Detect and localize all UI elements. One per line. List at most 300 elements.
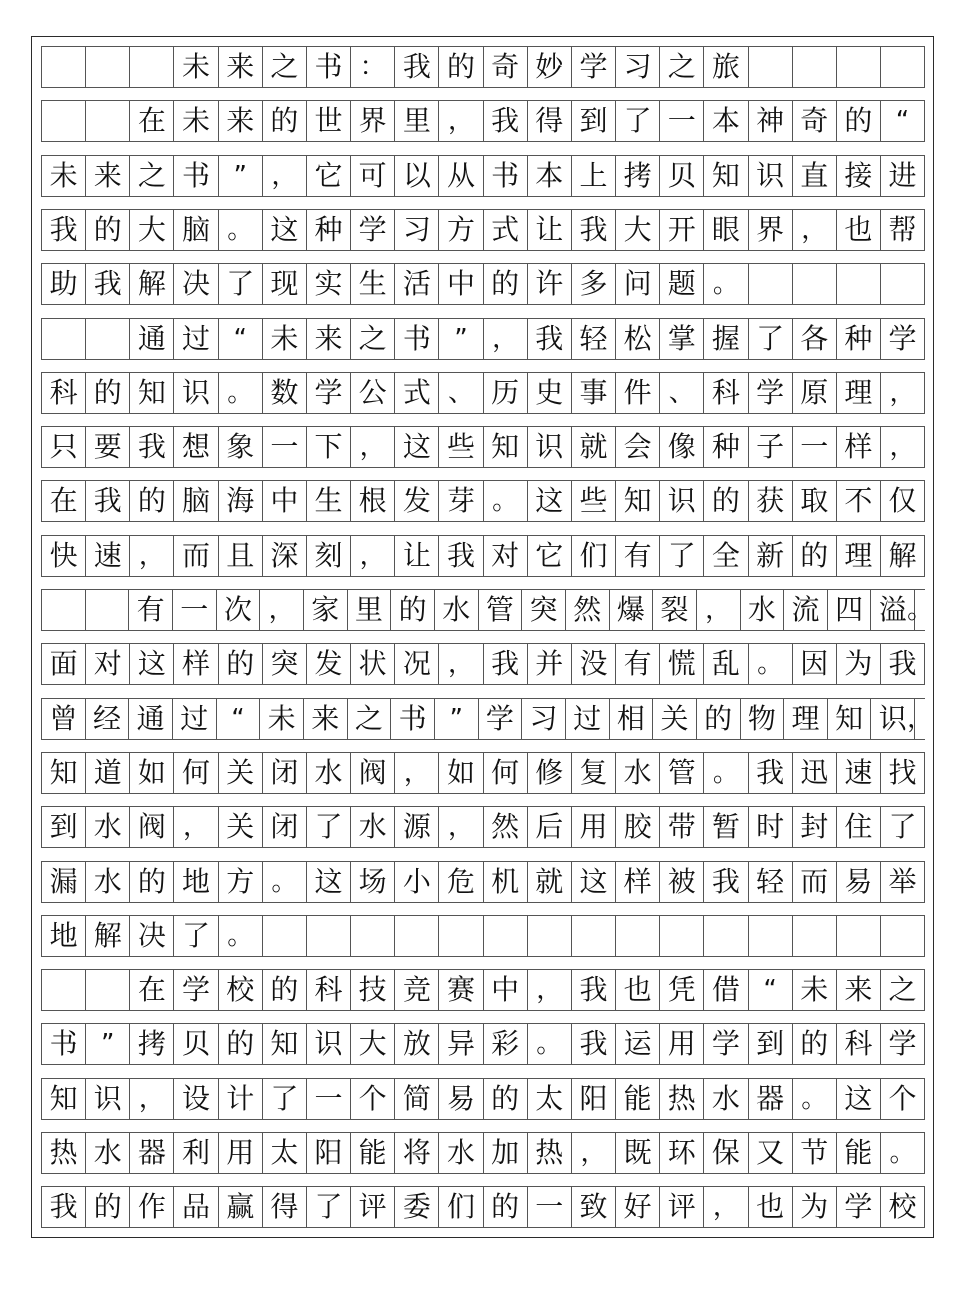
grid-cell: 知 (263, 1024, 307, 1064)
grid-cell (881, 264, 925, 304)
grid-cell (572, 916, 616, 956)
grid-cell: 我 (42, 210, 86, 250)
grid-cell: 的 (704, 481, 748, 521)
grid-cell: 了 (219, 264, 263, 304)
grid-cell: 修 (528, 753, 572, 793)
grid-cell: 的 (130, 481, 174, 521)
grid-cell: 一 (660, 101, 704, 141)
grid-cell: 。 (793, 1079, 837, 1119)
grid-cell: 象 (219, 427, 263, 467)
grid-cell: 下 (307, 427, 351, 467)
grid-cell: 深 (263, 536, 307, 576)
grid-cell: 识 (660, 481, 704, 521)
grid-cell: 的 (391, 590, 435, 630)
grid-cell: 了 (749, 319, 793, 359)
grid-cell: 源 (395, 807, 439, 847)
grid-cell: 危 (439, 862, 483, 902)
grid-cell: 我 (484, 644, 528, 684)
grid-cell: 未 (42, 156, 86, 196)
grid-cell: 只 (42, 427, 86, 467)
grid-cell: 水 (86, 807, 130, 847)
grid-cell: 习 (522, 699, 566, 739)
grid-cell: 了 (881, 807, 925, 847)
grid-cell: 学 (479, 699, 523, 739)
grid-cell: ” (86, 1024, 130, 1064)
grid-cell: 刻 (307, 536, 351, 576)
grid-cell: 这 (528, 481, 572, 521)
grid-cell: 太 (528, 1079, 572, 1119)
grid-cell: 里 (348, 590, 392, 630)
grid-cell: 知 (616, 481, 660, 521)
grid-cell: 慌 (660, 644, 704, 684)
grid-cell: 到 (749, 1024, 793, 1064)
grid-cell: 方 (439, 210, 483, 250)
grid-cell: 技 (351, 970, 395, 1010)
grid-cell: 阳 (307, 1133, 351, 1173)
grid-cell: ， (881, 427, 925, 467)
grid-cell: 曾 (42, 699, 86, 739)
grid-cell: 热 (528, 1133, 572, 1173)
grid-cell: 书 (395, 319, 439, 359)
grid-cell: 水 (307, 753, 351, 793)
grid-cell: 让 (528, 210, 572, 250)
grid-cell: 的 (86, 373, 130, 413)
grid-cell: 了 (616, 101, 660, 141)
grid-cell: 样 (616, 862, 660, 902)
grid-cell: 校 (881, 1187, 925, 1227)
grid-cell: 的 (793, 536, 837, 576)
grid-cell: ， (793, 210, 837, 250)
grid-cell: 阳 (572, 1079, 616, 1119)
grid-cell: 这 (572, 862, 616, 902)
grid-cell: 不 (837, 481, 881, 521)
text-row (41, 100, 925, 142)
grid-cell: ， (572, 1133, 616, 1173)
grid-cell (86, 970, 130, 1010)
grid-cell: 带 (660, 807, 704, 847)
grid-cell: 理 (837, 536, 881, 576)
grid-cell: 就 (528, 862, 572, 902)
grid-cell (395, 916, 439, 956)
grid-cell: 的 (130, 862, 174, 902)
grid-cell: 关 (653, 699, 697, 739)
grid-cell: 以 (395, 156, 439, 196)
grid-cell: 地 (42, 916, 86, 956)
grid-cell: 之 (881, 970, 925, 1010)
grid-cell: 如 (130, 753, 174, 793)
grid-cell: 到 (42, 807, 86, 847)
grid-cell: ， (351, 536, 395, 576)
grid-cell: 妙 (528, 47, 572, 87)
grid-cell: 的 (263, 101, 307, 141)
grid-cell (749, 916, 793, 956)
grid-cell: 我 (881, 644, 925, 684)
text-row (41, 915, 925, 957)
grid-cell: 关 (219, 753, 263, 793)
grid-cell: 有 (616, 536, 660, 576)
grid-cell (528, 916, 572, 956)
grid-cell: 来 (219, 47, 263, 87)
grid-cell: 拷 (616, 156, 660, 196)
grid-cell: 之 (348, 699, 392, 739)
grid-cell: “ (881, 101, 925, 141)
grid-cell: 的 (219, 1024, 263, 1064)
grid-cell: 解 (130, 264, 174, 304)
grid-cell (439, 916, 483, 956)
grid-cell: 时 (749, 807, 793, 847)
grid-cell: 运 (616, 1024, 660, 1064)
grid-cell: 轻 (749, 862, 793, 902)
grid-cell: 设 (174, 1079, 218, 1119)
grid-cell: 状 (351, 644, 395, 684)
grid-cell: 利 (174, 1133, 218, 1173)
grid-cell: 未 (263, 319, 307, 359)
grid-cell: 热 (660, 1079, 704, 1119)
grid-cell: 实 (307, 264, 351, 304)
grid-cell: 学 (174, 970, 218, 1010)
grid-cell: 学 (749, 373, 793, 413)
grid-cell: 仅 (881, 481, 925, 521)
grid-cell: 计 (219, 1079, 263, 1119)
grid-cell: 复 (572, 753, 616, 793)
overflow-char: 。 (907, 595, 934, 625)
grid-cell: 了 (307, 1187, 351, 1227)
grid-cell: 暂 (704, 807, 748, 847)
grid-cell: 这 (130, 644, 174, 684)
grid-cell: 之 (660, 47, 704, 87)
grid-cell: 识 (871, 699, 915, 739)
grid-cell: ， (528, 970, 572, 1010)
grid-cell: 然 (566, 590, 610, 630)
grid-cell (307, 916, 351, 956)
grid-cell: 的 (697, 699, 741, 739)
grid-cell: 了 (174, 916, 218, 956)
grid-cell: 彩 (484, 1024, 528, 1064)
grid-cell: 发 (307, 644, 351, 684)
grid-cell: 竞 (395, 970, 439, 1010)
grid-cell: 在 (130, 970, 174, 1010)
grid-cell: 科 (307, 970, 351, 1010)
grid-cell: ， (130, 1079, 174, 1119)
grid-cell: 样 (837, 427, 881, 467)
grid-cell: 可 (351, 156, 395, 196)
grid-cell (42, 101, 86, 141)
grid-cell: 事 (572, 373, 616, 413)
grid-cell: 大 (616, 210, 660, 250)
grid-cell: 管 (660, 753, 704, 793)
grid-cell: 水 (86, 862, 130, 902)
grid-cell: 。 (263, 862, 307, 902)
grid-cell: 上 (572, 156, 616, 196)
grid-cell (42, 319, 86, 359)
grid-cell (263, 916, 307, 956)
grid-cell: 书 (391, 699, 435, 739)
grid-cell: 进 (881, 156, 925, 196)
grid-cell: 之 (263, 47, 307, 87)
grid-cell: 我 (704, 862, 748, 902)
grid-cell: “ (217, 699, 261, 739)
grid-cell: 。 (704, 264, 748, 304)
grid-cell: 知 (704, 156, 748, 196)
grid-cell: 件 (616, 373, 660, 413)
grid-cell: 对 (484, 536, 528, 576)
text-row (41, 698, 934, 740)
grid-cell: 水 (86, 1133, 130, 1173)
grid-cell: 中 (484, 970, 528, 1010)
grid-cell: 本 (528, 156, 572, 196)
grid-cell: 既 (616, 1133, 660, 1173)
grid-cell: ” (219, 156, 263, 196)
grid-cell: 加 (484, 1133, 528, 1173)
grid-cell: 保 (704, 1133, 748, 1173)
grid-cell: 知 (828, 699, 872, 739)
grid-cell: 奇 (484, 47, 528, 87)
grid-cell: 识 (86, 1079, 130, 1119)
grid-cell: 活 (395, 264, 439, 304)
grid-cell: “ (749, 970, 793, 1010)
grid-cell: 我 (86, 481, 130, 521)
grid-cell: 何 (484, 753, 528, 793)
text-row (41, 426, 925, 468)
grid-cell: 节 (793, 1133, 837, 1173)
grid-cell: 水 (616, 753, 660, 793)
grid-cell: 机 (484, 862, 528, 902)
grid-cell: 数 (263, 373, 307, 413)
grid-cell: 流 (784, 590, 828, 630)
grid-cell: 原 (793, 373, 837, 413)
grid-cell: 就 (572, 427, 616, 467)
grid-cell: ， (174, 807, 218, 847)
grid-cell: 接 (837, 156, 881, 196)
grid-cell: 如 (439, 753, 483, 793)
grid-cell: 松 (616, 319, 660, 359)
grid-cell: 像 (660, 427, 704, 467)
grid-cell: 这 (837, 1079, 881, 1119)
grid-cell: 决 (174, 264, 218, 304)
grid-cell: 地 (174, 862, 218, 902)
grid-cell: 拷 (130, 1024, 174, 1064)
grid-cell: ， (697, 590, 741, 630)
grid-cell: 物 (741, 699, 785, 739)
grid-cell: 被 (660, 862, 704, 902)
grid-cell: 识 (528, 427, 572, 467)
grid-cell: 书 (307, 47, 351, 87)
grid-cell: 新 (749, 536, 793, 576)
title-row (41, 46, 925, 88)
grid-cell: 过 (566, 699, 610, 739)
grid-cell: 我 (395, 47, 439, 87)
grid-cell: 子 (749, 427, 793, 467)
grid-cell: 方 (219, 862, 263, 902)
grid-cell: 也 (837, 210, 881, 250)
grid-cell: 有 (616, 644, 660, 684)
grid-cell: 里 (395, 101, 439, 141)
grid-cell: 况 (395, 644, 439, 684)
grid-cell: 中 (263, 481, 307, 521)
grid-cell: 的 (484, 1079, 528, 1119)
grid-cell: 水 (435, 590, 479, 630)
grid-cell: 科 (704, 373, 748, 413)
grid-cell: 的 (263, 970, 307, 1010)
grid-cell: 的 (86, 210, 130, 250)
grid-cell: 之 (351, 319, 395, 359)
grid-cell: 有 (129, 590, 173, 630)
grid-cell: 理 (837, 373, 881, 413)
grid-cell: 也 (749, 1187, 793, 1227)
text-row (41, 263, 925, 305)
grid-cell: 个 (881, 1079, 925, 1119)
grid-cell: 且 (219, 536, 263, 576)
grid-cell: 委 (395, 1187, 439, 1227)
grid-cell: 好 (616, 1187, 660, 1227)
grid-cell: 学 (307, 373, 351, 413)
grid-cell: 科 (837, 1024, 881, 1064)
grid-cell: 习 (616, 47, 660, 87)
grid-cell: ： (351, 47, 395, 87)
grid-cell: ， (484, 319, 528, 359)
grid-cell: 的 (793, 1024, 837, 1064)
grid-cell: 到 (572, 101, 616, 141)
grid-cell: 。 (881, 1133, 925, 1173)
grid-cell: 历 (484, 373, 528, 413)
text-row (41, 1132, 925, 1174)
grid-cell: 让 (395, 536, 439, 576)
grid-cell: 世 (307, 101, 351, 141)
grid-cell: 的 (837, 101, 881, 141)
grid-cell: 了 (307, 807, 351, 847)
grid-cell: 解 (86, 916, 130, 956)
grid-cell: 我 (572, 1024, 616, 1064)
grid-cell: 水 (439, 1133, 483, 1173)
grid-cell: 学 (837, 1187, 881, 1227)
grid-cell: 书 (484, 156, 528, 196)
grid-cell (351, 916, 395, 956)
grid-cell (837, 47, 881, 87)
grid-cell (616, 916, 660, 956)
grid-cell (881, 916, 925, 956)
grid-cell: 取 (793, 481, 837, 521)
grid-cell: 在 (42, 481, 86, 521)
grid-cell: 贝 (174, 1024, 218, 1064)
grid-cell: 个 (351, 1079, 395, 1119)
grid-cell: 太 (263, 1133, 307, 1173)
grid-cell: 一 (307, 1079, 351, 1119)
grid-cell: 相 (610, 699, 654, 739)
grid-cell: 又 (749, 1133, 793, 1173)
grid-cell: ， (881, 373, 925, 413)
grid-cell: 学 (572, 47, 616, 87)
grid-cell: 突 (522, 590, 566, 630)
grid-cell: ， (263, 156, 307, 196)
grid-cell: 得 (263, 1187, 307, 1227)
grid-cell: 种 (837, 319, 881, 359)
grid-cell: 小 (395, 862, 439, 902)
grid-cell (86, 47, 130, 87)
grid-cell (86, 319, 130, 359)
grid-cell: 的 (484, 1187, 528, 1227)
grid-cell: 我 (42, 1187, 86, 1227)
text-row (41, 480, 925, 522)
grid-cell: 。 (219, 916, 263, 956)
grid-cell (86, 101, 130, 141)
text-row (41, 806, 925, 848)
grid-cell: 品 (174, 1187, 218, 1227)
grid-cell: 发 (395, 481, 439, 521)
grid-cell: ” (439, 319, 483, 359)
grid-cell: 许 (528, 264, 572, 304)
grid-cell: 也 (616, 970, 660, 1010)
grid-cell: 道 (86, 753, 130, 793)
grid-cell: 住 (837, 807, 881, 847)
grid-cell: 问 (616, 264, 660, 304)
grid-cell: 致 (572, 1187, 616, 1227)
grid-cell: 些 (572, 481, 616, 521)
grid-cell (42, 970, 86, 1010)
grid-cell: 决 (130, 916, 174, 956)
grid-cell: 水 (704, 1079, 748, 1119)
grid-cell: ， (260, 590, 304, 630)
grid-cell: 闭 (263, 807, 307, 847)
grid-cell: 界 (351, 101, 395, 141)
grid-cell: 它 (528, 536, 572, 576)
grid-cell: 一 (263, 427, 307, 467)
grid-cell: 识 (174, 373, 218, 413)
grid-cell (42, 590, 86, 630)
grid-cell: 用 (572, 807, 616, 847)
grid-cell: 这 (263, 210, 307, 250)
grid-cell: 的 (439, 47, 483, 87)
grid-cell: 开 (660, 210, 704, 250)
grid-cell (749, 47, 793, 87)
grid-cell: 知 (42, 753, 86, 793)
grid-cell: 爆 (610, 590, 654, 630)
grid-cell: 理 (784, 699, 828, 739)
overflow-char: ， (907, 703, 934, 734)
grid-cell: 全 (704, 536, 748, 576)
grid-cell: 多 (572, 264, 616, 304)
grid-cell: 芽 (439, 481, 483, 521)
grid-cell: ， (439, 644, 483, 684)
grid-cell: 异 (439, 1024, 483, 1064)
text-row (41, 318, 925, 360)
grid-cell (660, 916, 704, 956)
text-row (41, 209, 925, 251)
grid-cell: 掌 (660, 319, 704, 359)
grid-cell: 热 (42, 1133, 86, 1173)
grid-cell: 过 (174, 319, 218, 359)
grid-cell: 学 (881, 319, 925, 359)
grid-cell: 得 (528, 101, 572, 141)
grid-cell: 生 (307, 481, 351, 521)
grid-cell: 我 (572, 210, 616, 250)
grid-cell: 因 (793, 644, 837, 684)
grid-cell: 了 (263, 1079, 307, 1119)
grid-cell: 的 (86, 1187, 130, 1227)
grid-cell: 直 (793, 156, 837, 196)
grid-cell: ” (435, 699, 479, 739)
grid-cell: 我 (572, 970, 616, 1010)
grid-cell: 要 (86, 427, 130, 467)
text-row (41, 861, 925, 903)
grid-cell: 公 (351, 373, 395, 413)
grid-cell: 找 (881, 753, 925, 793)
grid-cell: 、 (660, 373, 704, 413)
grid-cell: 识 (749, 156, 793, 196)
grid-cell: 简 (395, 1079, 439, 1119)
grid-cell: 水 (741, 590, 785, 630)
grid-cell: 的 (219, 644, 263, 684)
grid-cell: 大 (351, 1024, 395, 1064)
